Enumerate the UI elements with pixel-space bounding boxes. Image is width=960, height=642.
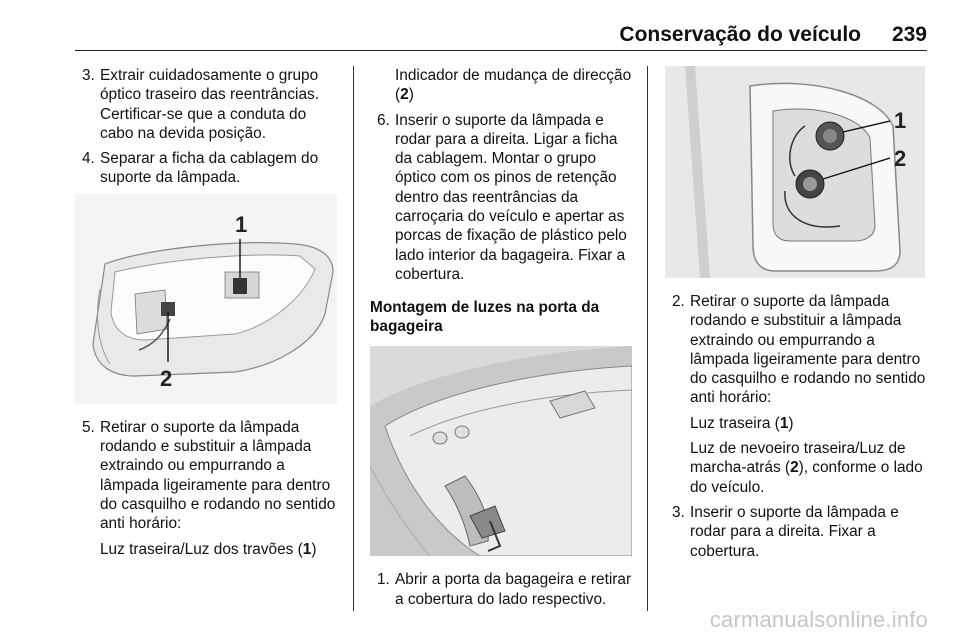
step-1	[370, 570, 634, 609]
callout-1: 1	[235, 211, 248, 237]
step-number: 1.	[377, 571, 390, 589]
sub-text: Luz traseira (	[690, 414, 780, 432]
ref-number: 1	[779, 414, 789, 432]
sub-text-end: )	[311, 540, 317, 558]
step-text: Abrir a porta da bagageira e retirar a cobertura do lado respectivo.	[395, 571, 632, 608]
sub-item-tail-brake	[75, 540, 343, 559]
step-text: Separar a ficha da cablagem do suporte da lâmpada.	[100, 150, 319, 187]
sub-text-end: )	[788, 414, 794, 432]
sub-item-fog-reverse	[665, 439, 927, 497]
tail-light-illustration	[75, 194, 337, 404]
sub-text-end: ), conforme o lado do veículo.	[690, 459, 923, 496]
tailgate-lamp-illustration	[665, 66, 925, 278]
column-divider	[353, 66, 354, 611]
step-number: 3.	[82, 67, 95, 84]
step-text: Retirar o suporte da lâmpada rodando e substituir a lâmpada extraindo ou empurrando a lâmpada ligeiramente para dentro do casquilho e rodando no sentido anti horário:	[690, 293, 926, 407]
step-number: 2.	[672, 293, 685, 310]
step-2	[665, 292, 927, 408]
sub-text: Luz de nevoeiro traseira/Luz de marcha-atrás (	[690, 440, 906, 477]
step-6	[370, 111, 634, 285]
page-number: 239	[891, 23, 927, 46]
callout-1: 1	[894, 108, 907, 133]
ref-number: 2	[790, 459, 799, 477]
step-3	[75, 66, 343, 143]
callout-2: 2	[894, 146, 907, 171]
step-number: 6.	[377, 111, 390, 129]
ref-number: 1	[302, 540, 312, 558]
step-5	[75, 418, 343, 534]
column-1	[75, 66, 343, 565]
figure-tailgate	[370, 346, 634, 556]
step-text: Extrair cuidadosamente o grupo óptico traseiro das reentrâncias. Certificar-se que a conduta do cabo na devida posição.	[100, 67, 320, 142]
ref-number: 2	[400, 86, 409, 104]
column-2	[370, 66, 634, 615]
step-number: 5.	[82, 418, 95, 436]
step-text: Inserir o suporte da lâmpada e rodar para a direita. Ligar a ficha da cablagem. Montar o grupo óptico com os pinos de retenção dentro das reentrâncias da carroçaria do veículo e apertar as porcas de fixação de plástico pelo lado interior da bagageira. Fixar a cobertura.	[395, 111, 627, 283]
sub-text: Indicador de mudança de direcção (	[395, 67, 632, 104]
step-number: 4.	[82, 150, 95, 168]
section-heading: Montagem de luzes na porta da bagageira	[370, 299, 600, 336]
step-text: Inserir o suporte da lâmpada e rodar para a direita. Fixar a cobertura.	[690, 503, 899, 560]
page-header	[75, 22, 927, 51]
sub-text: Luz traseira/Luz dos travões (	[100, 540, 303, 558]
callout-2: 2	[160, 365, 173, 391]
column-divider	[647, 66, 648, 611]
tailgate-illustration	[370, 346, 632, 556]
figure-tail-light-rear	[75, 194, 343, 404]
section-title: Conservação do veículo	[619, 23, 861, 46]
column-3	[665, 66, 927, 567]
sub-item-tail	[665, 414, 927, 433]
step-5-continued	[370, 66, 634, 105]
step-number: 3.	[672, 503, 685, 521]
step-3	[665, 503, 927, 561]
step-text: Retirar o suporte da lâmpada rodando e substituir a lâmpada extraindo ou empurrando a lâmpada ligeiramente para dentro do casquilho e rodando no sentido anti horário:	[100, 418, 336, 533]
sub-text-end: )	[408, 86, 414, 104]
figure-tailgate-lamp	[665, 66, 927, 278]
watermark: carmanualsonline.info	[709, 607, 928, 632]
step-4	[75, 149, 343, 188]
